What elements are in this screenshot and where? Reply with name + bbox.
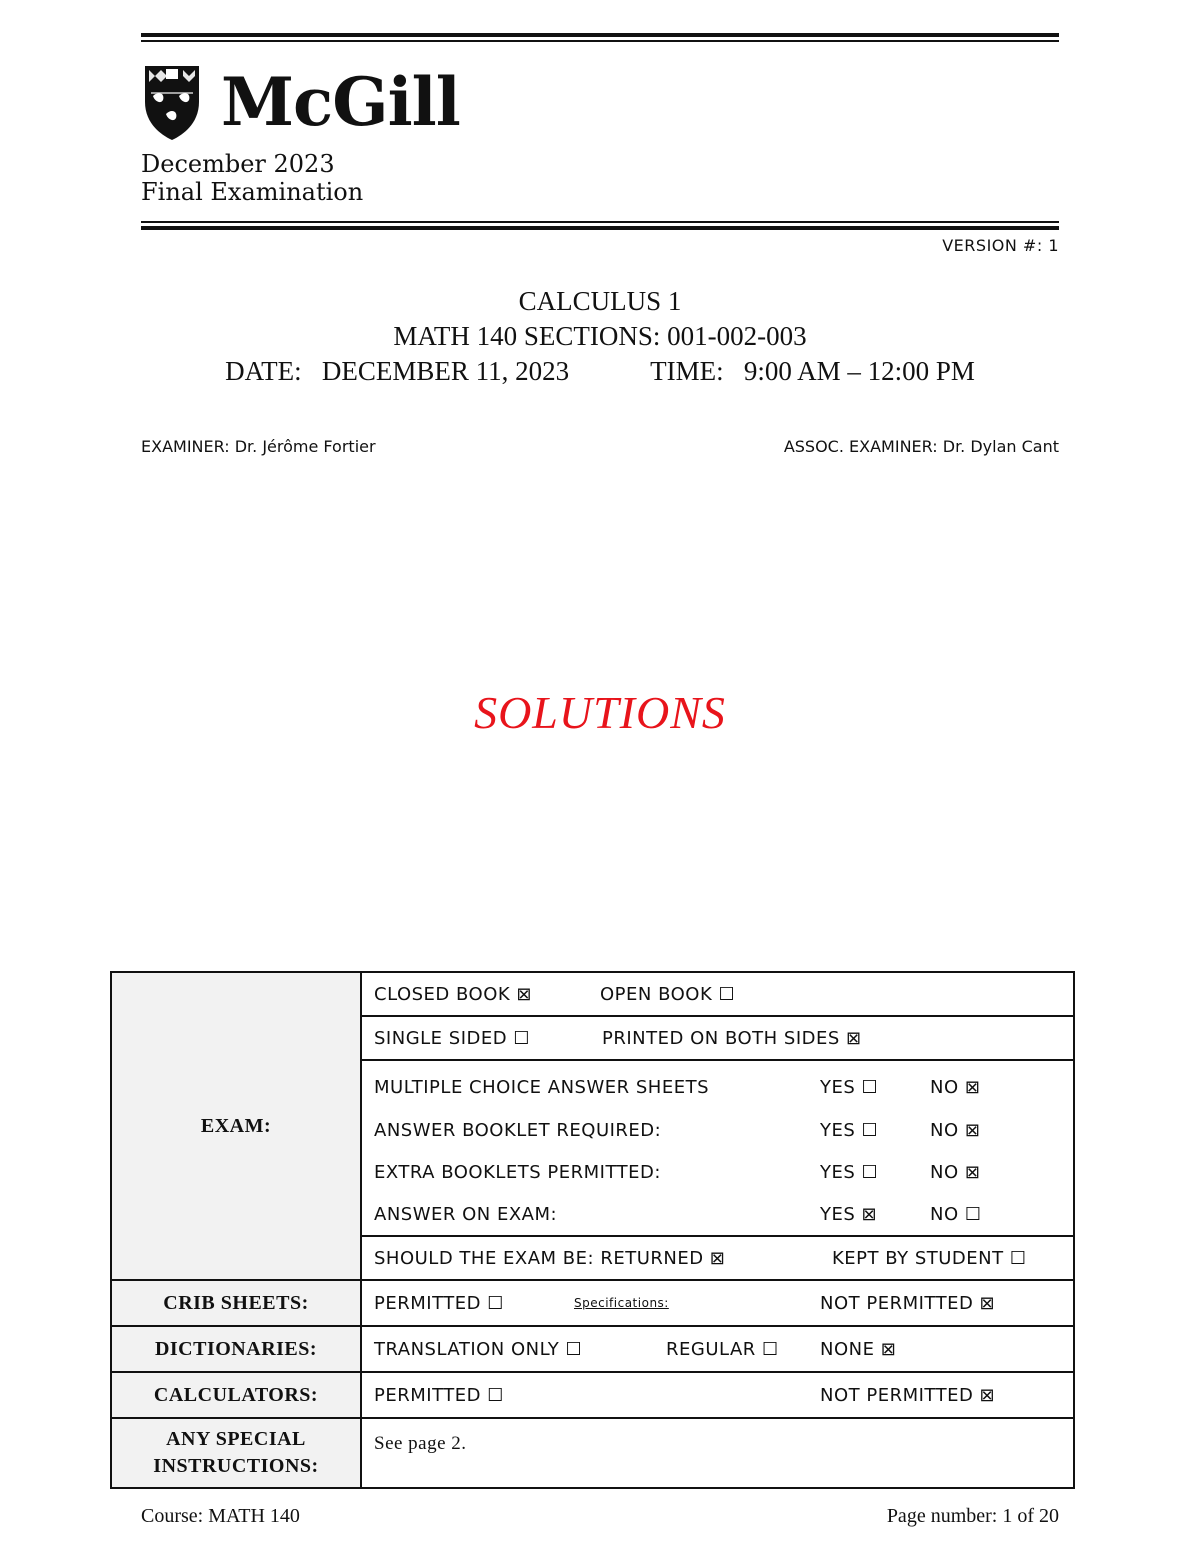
solutions-heading: SOLUTIONS (474, 687, 726, 738)
header-double-rule (141, 221, 1059, 230)
exam-label: EXAM: (111, 972, 361, 1280)
closed-book-option: CLOSED BOOK ⊠ (374, 983, 532, 1005)
dict-row (361, 1326, 1074, 1372)
mc-yes: YES ☐ (820, 1076, 879, 1098)
top-double-rule (141, 33, 1059, 42)
course-sections: MATH 140 SECTIONS: 001-002-003 (393, 321, 807, 351)
book-row (361, 972, 1074, 1016)
crib-label: CRIB SHEETS: (111, 1280, 361, 1326)
answer-no: NO ☐ (930, 1203, 982, 1225)
booklet-label: ANSWER BOOKLET REQUIRED: (374, 1119, 662, 1141)
dict-label: DICTIONARIES: (111, 1326, 361, 1372)
mc-row (361, 1060, 1074, 1109)
special-label-line-1: ANY SPECIAL (166, 1428, 306, 1450)
extra-no: NO ⊠ (930, 1161, 981, 1183)
calc-label: CALCULATORS: (111, 1372, 361, 1418)
date-label: DATE: (225, 356, 302, 386)
crib-not-permitted: NOT PERMITTED ⊠ (820, 1292, 996, 1314)
mc-no: NO ⊠ (930, 1076, 981, 1098)
dict-none: NONE ⊠ (820, 1338, 897, 1360)
special-label-line-2: INSTRUCTIONS: (153, 1455, 319, 1477)
course-title: CALCULUS 1 (518, 286, 682, 316)
extra-label: EXTRA BOOKLETS PERMITTED: (374, 1161, 661, 1183)
crib-row (361, 1280, 1074, 1326)
exam-month: December 2023 (141, 150, 335, 178)
footer-course: Course: MATH 140 (141, 1505, 300, 1527)
mcgill-crest-icon (141, 62, 203, 142)
time-label: TIME: (650, 356, 724, 386)
exam-info-table (110, 971, 1075, 1489)
return-row (361, 1236, 1074, 1280)
returned-option: SHOULD THE EXAM BE: RETURNED ⊠ (374, 1247, 726, 1269)
dict-translation: TRANSLATION ONLY ☐ (374, 1338, 583, 1360)
kept-option: KEPT BY STUDENT ☐ (832, 1247, 1027, 1269)
crib-specifications: Specifications: (574, 1296, 669, 1310)
dict-regular: REGULAR ☐ (666, 1338, 779, 1360)
single-sided-option: SINGLE SIDED ☐ (374, 1027, 530, 1049)
date-value: DECEMBER 11, 2023 (321, 356, 570, 386)
mcgill-logo (141, 62, 460, 142)
sided-row (361, 1016, 1074, 1060)
version-number: VERSION #: 1 (942, 236, 1059, 255)
special-instructions: See page 2. (361, 1418, 1074, 1488)
calc-not-permitted: NOT PERMITTED ⊠ (820, 1384, 996, 1406)
both-sides-option: PRINTED ON BOTH SIDES ⊠ (602, 1027, 862, 1049)
answer-row (361, 1193, 1074, 1236)
extra-yes: YES ☐ (820, 1161, 879, 1183)
booklet-yes: YES ☐ (820, 1119, 879, 1141)
examiner: EXAMINER: Dr. Jérôme Fortier (141, 437, 376, 456)
special-label (111, 1418, 361, 1488)
assoc-examiner: ASSOC. EXAMINER: Dr. Dylan Cant (783, 437, 1059, 456)
calc-permitted: PERMITTED ☐ (374, 1384, 504, 1406)
date-time-line (0, 356, 1200, 387)
exam-type: Final Examination (141, 178, 364, 206)
booklet-row (361, 1109, 1074, 1151)
mc-label: MULTIPLE CHOICE ANSWER SHEETS (374, 1076, 710, 1098)
logo-wordmark: McGill (221, 63, 460, 141)
extra-row (361, 1151, 1074, 1193)
calc-row (361, 1372, 1074, 1418)
booklet-no: NO ⊠ (930, 1119, 981, 1141)
open-book-option: OPEN BOOK ☐ (600, 983, 736, 1005)
time-value: 9:00 AM – 12:00 PM (743, 356, 975, 386)
crib-permitted: PERMITTED ☐ (374, 1292, 504, 1314)
answer-yes: YES ⊠ (820, 1203, 878, 1225)
answer-label: ANSWER ON EXAM: (374, 1203, 558, 1225)
footer-page-number: Page number: 1 of 20 (886, 1505, 1059, 1527)
exam-period (141, 150, 363, 206)
